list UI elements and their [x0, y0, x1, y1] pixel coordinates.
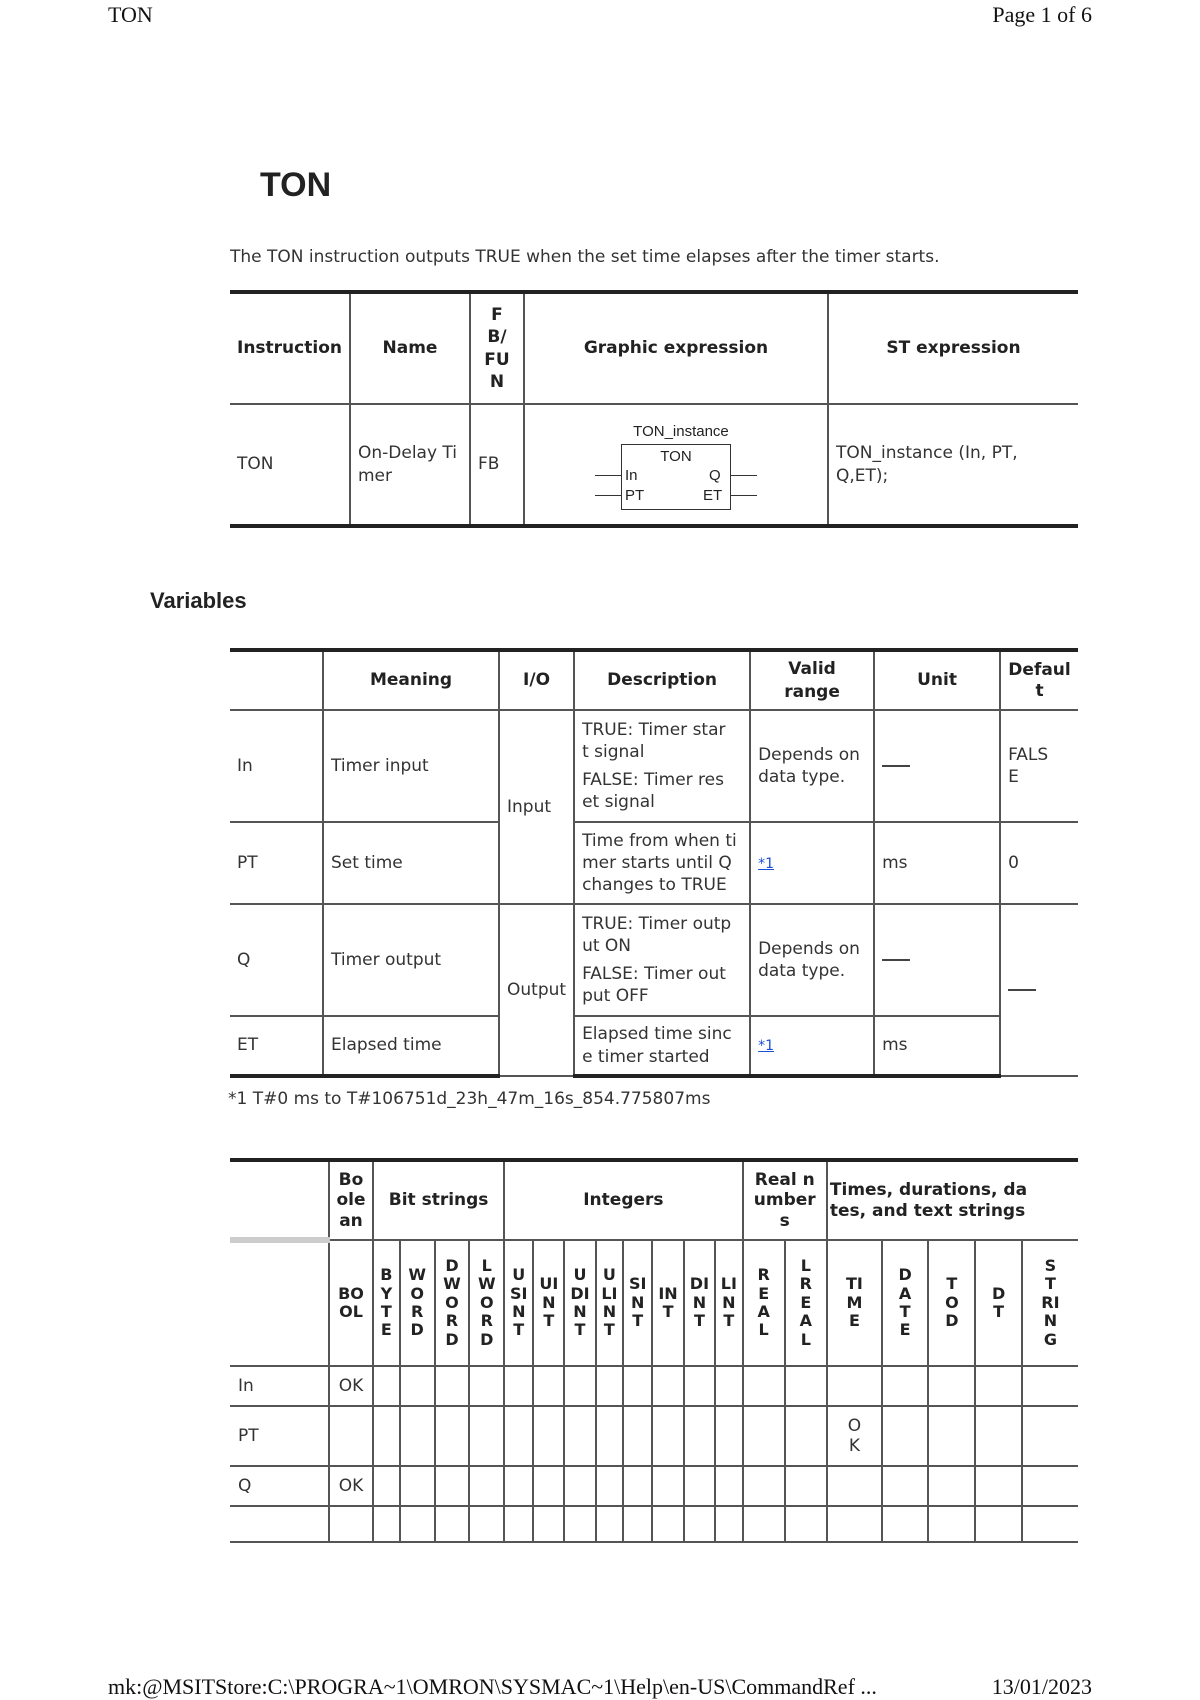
var-range[interactable]	[750, 822, 874, 904]
type-int: IN T	[652, 1240, 683, 1366]
fb-q-label: Q	[708, 466, 721, 484]
col-var	[230, 650, 323, 710]
var-description: Elapsed time sinc e timer started	[574, 1016, 750, 1076]
type-cell	[684, 1466, 715, 1506]
fb-pt-wire	[595, 495, 621, 496]
col-name: Name	[350, 292, 470, 404]
type-cell	[975, 1406, 1021, 1466]
type-cell	[596, 1406, 624, 1466]
var-unit	[874, 904, 1000, 1016]
footnote-link[interactable]: *1	[758, 855, 774, 872]
col-unit: Unit	[874, 650, 1000, 710]
type-cell	[928, 1366, 975, 1406]
type-cell	[469, 1366, 504, 1406]
table-row	[230, 710, 1078, 822]
var-unit: ms	[874, 822, 1000, 904]
type-cell	[715, 1406, 743, 1466]
type-cell	[928, 1406, 975, 1466]
type-cell	[827, 1506, 882, 1542]
type-cell	[400, 1506, 435, 1542]
fbfun-cell: FB	[470, 404, 524, 526]
table-row	[230, 904, 1078, 1016]
page-number: Page 1 of 6	[992, 2, 1092, 27]
type-cell: O K	[827, 1406, 882, 1466]
group-boolean: Bo ole an	[329, 1160, 373, 1240]
type-bool: BO OL	[329, 1240, 373, 1366]
var-meaning: Elapsed time	[323, 1016, 499, 1076]
function-block-diagram	[591, 420, 761, 510]
type-corner	[230, 1160, 329, 1240]
type-cell	[684, 1406, 715, 1466]
dash-mark	[882, 765, 910, 767]
type-cell	[882, 1506, 928, 1542]
var-meaning: Timer output	[323, 904, 499, 1016]
type-cell	[596, 1366, 624, 1406]
desc-line: FALSE: Timer out put OFF	[582, 964, 726, 1007]
col-meaning: Meaning	[323, 650, 499, 710]
type-cell: OK	[329, 1466, 373, 1506]
type-cell	[623, 1466, 652, 1506]
fb-et-wire	[731, 495, 757, 496]
var-default: FALS E	[1000, 710, 1078, 822]
page-header-title: TON	[108, 2, 153, 27]
type-cell	[373, 1406, 400, 1466]
type-cell	[373, 1366, 400, 1406]
type-byte: B Y T E	[373, 1240, 400, 1366]
type-time: TI M E	[827, 1240, 882, 1366]
data-type-table	[230, 1158, 1078, 1543]
type-cell	[1022, 1506, 1078, 1542]
col-description: Description	[574, 650, 750, 710]
fb-instance-label: TON_instance	[633, 422, 729, 440]
type-cell	[928, 1506, 975, 1542]
var-description	[574, 710, 750, 822]
var-name: In	[230, 710, 323, 822]
var-default: 0	[1000, 822, 1078, 904]
type-cell	[882, 1466, 928, 1506]
type-cell	[975, 1366, 1021, 1406]
page-title: TON	[260, 166, 332, 204]
type-cell	[743, 1406, 785, 1466]
dash-mark	[1008, 989, 1036, 991]
var-range: Depends on data type.	[750, 710, 874, 822]
type-cell	[785, 1506, 827, 1542]
fb-in-label: In	[624, 466, 638, 484]
type-cell	[469, 1506, 504, 1542]
fb-in-wire	[595, 475, 621, 476]
type-cell	[1022, 1366, 1078, 1406]
graphic-cell	[524, 404, 828, 526]
fb-et-label: ET	[702, 486, 723, 504]
var-default	[1000, 904, 1078, 1076]
io-input: Input	[499, 710, 574, 904]
group-bit-strings: Bit strings	[373, 1160, 504, 1240]
fb-q-wire	[731, 475, 757, 476]
type-cell	[652, 1366, 683, 1406]
type-cell	[400, 1406, 435, 1466]
type-cell	[400, 1466, 435, 1506]
type-date: D A T E	[882, 1240, 928, 1366]
type-cell	[373, 1506, 400, 1542]
type-string: S T RI N G	[1022, 1240, 1078, 1366]
type-cell	[469, 1406, 504, 1466]
st-cell: TON_instance (In, PT, Q,ET);	[828, 404, 1078, 526]
col-instruction: Instruction	[230, 292, 350, 404]
type-cell	[882, 1366, 928, 1406]
col-io: I/O	[499, 650, 574, 710]
type-cell	[435, 1506, 470, 1542]
type-udint: U DI N T	[564, 1240, 595, 1366]
type-cell	[329, 1406, 373, 1466]
var-meaning: Timer input	[323, 710, 499, 822]
col-valid-range: Valid range	[750, 650, 874, 710]
type-cell	[504, 1406, 533, 1466]
type-cell	[564, 1406, 595, 1466]
type-cell	[1022, 1466, 1078, 1506]
footnote-link[interactable]: *1	[758, 1038, 774, 1055]
type-cell	[533, 1406, 564, 1466]
fb-name: TON	[660, 447, 692, 465]
type-dword: D W O R D	[435, 1240, 470, 1366]
type-cell	[975, 1506, 1021, 1542]
var-name: PT	[230, 822, 323, 904]
type-cell	[827, 1366, 882, 1406]
type-lreal: L R E A L	[785, 1240, 827, 1366]
type-cell	[504, 1366, 533, 1406]
var-range: Depends on data type.	[750, 904, 874, 1016]
row-label: PT	[230, 1406, 329, 1466]
type-tod: T O D	[928, 1240, 975, 1366]
row-label	[230, 1506, 329, 1542]
instruction-cell: TON	[230, 404, 350, 526]
desc-line: FALSE: Timer res et signal	[582, 770, 724, 813]
desc-line: TRUE: Timer outp ut ON	[582, 913, 732, 956]
table-row	[230, 822, 1078, 904]
col-default: Defaul t	[1000, 650, 1078, 710]
instruction-table	[230, 290, 1078, 528]
col-fbfun: F B/ FU N	[470, 292, 524, 404]
type-cell	[785, 1366, 827, 1406]
type-cell	[469, 1466, 504, 1506]
var-range[interactable]	[750, 1016, 874, 1076]
type-cell	[400, 1366, 435, 1406]
var-unit: ms	[874, 1016, 1000, 1076]
type-cell	[715, 1466, 743, 1506]
type-cell	[564, 1506, 595, 1542]
type-cell	[928, 1466, 975, 1506]
col-st: ST expression	[828, 292, 1078, 404]
var-description	[574, 904, 750, 1016]
type-cell	[882, 1406, 928, 1466]
type-dt: D T	[975, 1240, 1021, 1366]
footer-date: 13/01/2023	[991, 1674, 1092, 1699]
type-lword: L W O R D	[469, 1240, 504, 1366]
type-cell	[652, 1466, 683, 1506]
footnote: *1 T#0 ms to T#106751d_23h_47m_16s_854.775807ms	[228, 1089, 711, 1109]
type-cell	[743, 1366, 785, 1406]
type-word: W O R D	[400, 1240, 435, 1366]
type-cell	[684, 1366, 715, 1406]
type-cell	[564, 1366, 595, 1406]
fb-pt-label: PT	[624, 486, 645, 504]
type-cell	[743, 1506, 785, 1542]
type-cell	[373, 1466, 400, 1506]
col-graphic: Graphic expression	[524, 292, 828, 404]
type-cell	[504, 1466, 533, 1506]
type-cell	[435, 1466, 470, 1506]
type-cell	[533, 1366, 564, 1406]
type-cell	[504, 1506, 533, 1542]
group-times-strings: Times, durations, da tes, and text strings	[827, 1160, 1078, 1240]
name-cell: On-Delay Ti mer	[350, 404, 470, 526]
type-cell	[785, 1466, 827, 1506]
type-corner-2	[230, 1240, 329, 1366]
var-unit	[874, 710, 1000, 822]
type-cell	[652, 1506, 683, 1542]
type-cell	[623, 1366, 652, 1406]
io-output: Output	[499, 904, 574, 1076]
type-cell	[596, 1466, 624, 1506]
type-cell	[435, 1366, 470, 1406]
type-cell	[623, 1506, 652, 1542]
type-cell	[623, 1406, 652, 1466]
var-name: ET	[230, 1016, 323, 1076]
var-name: Q	[230, 904, 323, 1016]
type-uint: UI N T	[533, 1240, 564, 1366]
type-cell	[785, 1406, 827, 1466]
dash-mark	[882, 959, 910, 961]
type-cell	[652, 1406, 683, 1466]
type-cell	[827, 1466, 882, 1506]
type-cell	[329, 1506, 373, 1542]
footer-path: mk:@MSITStore:C:\PROGRA~1\OMRON\SYSMAC~1\Help\en-US\CommandRef ...	[108, 1674, 877, 1699]
type-cell	[1022, 1406, 1078, 1466]
group-real-numbers: Real n umber s	[743, 1160, 827, 1240]
desc-line: TRUE: Timer star t signal	[582, 719, 726, 762]
type-cell	[564, 1466, 595, 1506]
row-label: Q	[230, 1466, 329, 1506]
intro-text: The TON instruction outputs TRUE when the set time elapses after the timer starts.	[230, 247, 940, 267]
var-description: Time from when ti mer starts until Q changes to TRUE	[574, 822, 750, 904]
type-cell	[533, 1506, 564, 1542]
group-integers: Integers	[504, 1160, 742, 1240]
type-cell	[715, 1366, 743, 1406]
type-cell	[435, 1406, 470, 1466]
type-cell	[975, 1466, 1021, 1506]
type-cell	[715, 1506, 743, 1542]
type-sint: SI N T	[623, 1240, 652, 1366]
type-cell	[596, 1506, 624, 1542]
variables-table	[230, 648, 1078, 1078]
type-ulint: U LI N T	[596, 1240, 624, 1366]
type-cell	[684, 1506, 715, 1542]
table-row	[230, 1016, 1078, 1076]
type-usint: U SI N T	[504, 1240, 533, 1366]
type-cell	[743, 1466, 785, 1506]
section-heading-variables: Variables	[150, 588, 247, 613]
type-real: R E A L	[743, 1240, 785, 1366]
type-cell	[533, 1466, 564, 1506]
var-meaning: Set time	[323, 822, 499, 904]
type-dint: DI N T	[684, 1240, 715, 1366]
row-label: In	[230, 1366, 329, 1406]
type-lint: LI N T	[715, 1240, 743, 1366]
type-cell: OK	[329, 1366, 373, 1406]
